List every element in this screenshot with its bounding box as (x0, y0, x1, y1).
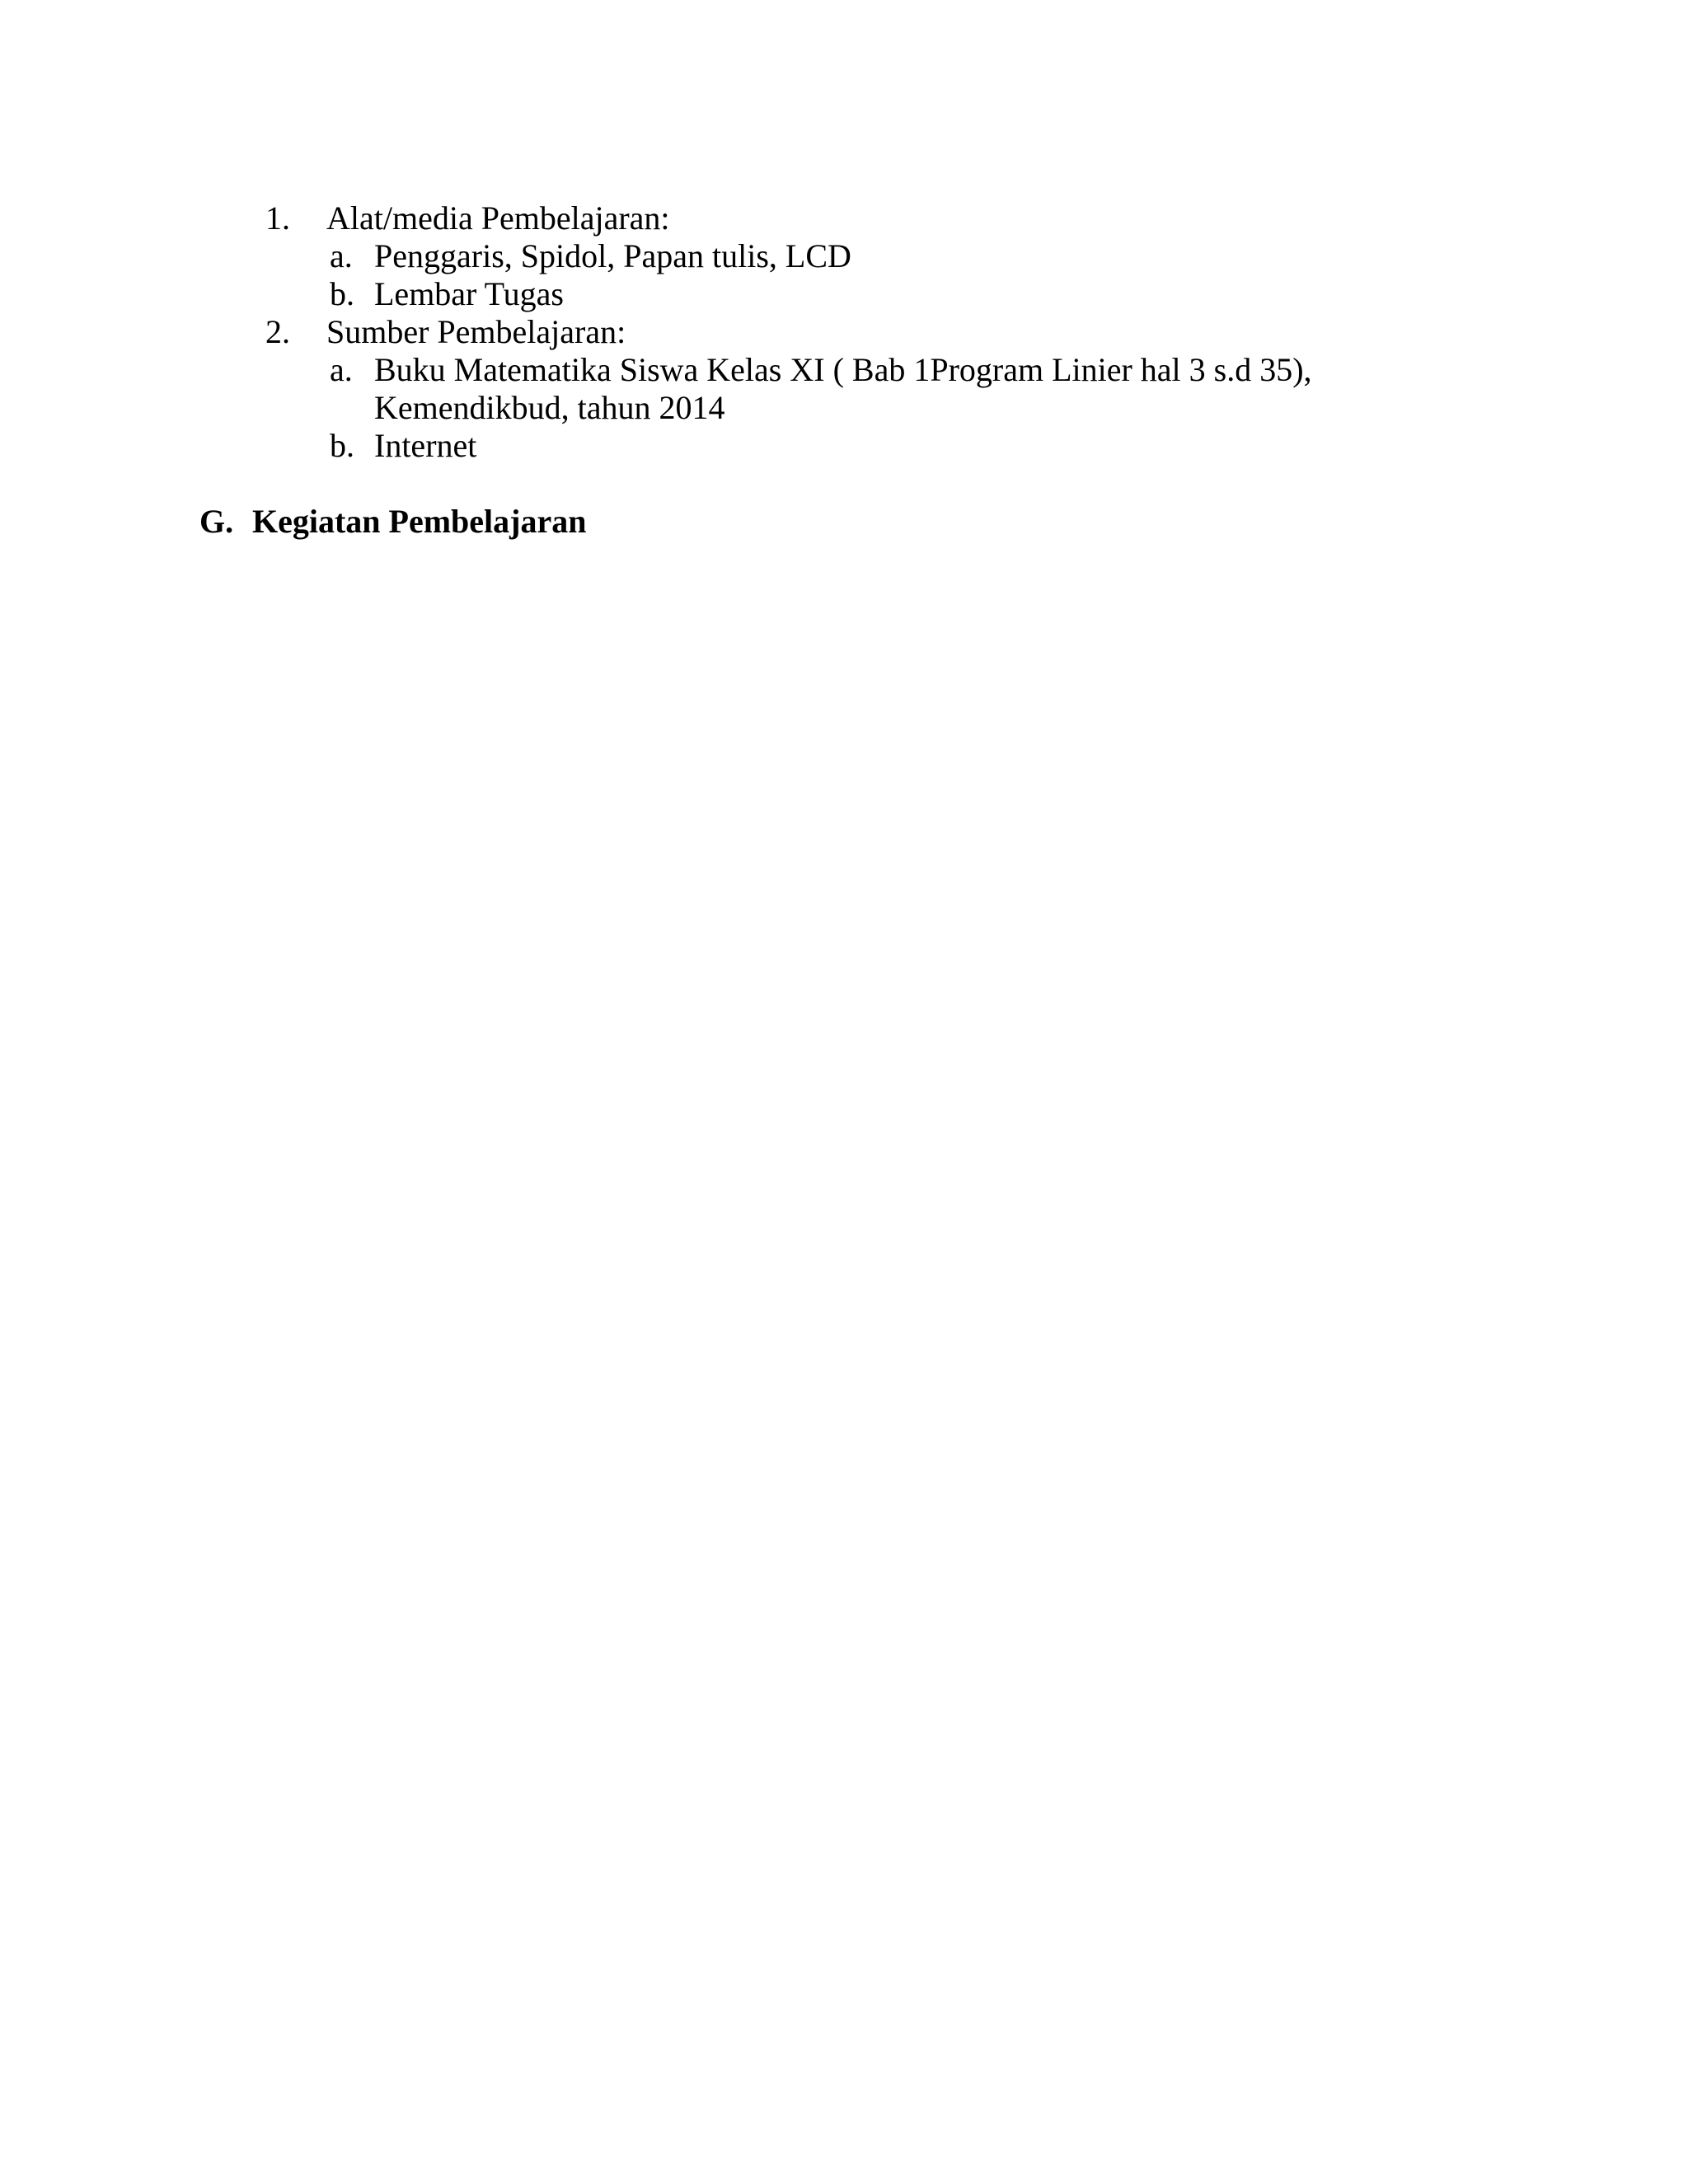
sublist-item-penggaris: Penggaris, Spidol, Papan tulis, LCD (374, 237, 851, 274)
sublist-marker-2a: a. (330, 351, 353, 388)
list-label-sumber: Sumber Pembelajaran: (326, 313, 626, 350)
list-marker-1: 1. (265, 199, 290, 237)
sublist-item-lembar-tugas: Lembar Tugas (374, 275, 564, 312)
sublist-item-buku-continuation: Kemendikbud, tahun 2014 (374, 389, 725, 426)
section-marker: G. (199, 503, 234, 540)
sublist-marker-1b: b. (330, 275, 354, 312)
sublist-item-buku: Buku Matematika Siswa Kelas XI ( Bab 1Program Linier hal 3 s.d 35), (374, 351, 1312, 388)
sublist-marker-2b: b. (330, 427, 354, 464)
sublist-item-internet: Internet (374, 427, 477, 464)
section-title: Kegiatan Pembelajaran (252, 503, 587, 540)
sublist-marker-1a: a. (330, 237, 353, 274)
list-marker-2: 2. (265, 313, 290, 350)
list-label-alat-media: Alat/media Pembelajaran: (326, 199, 670, 237)
